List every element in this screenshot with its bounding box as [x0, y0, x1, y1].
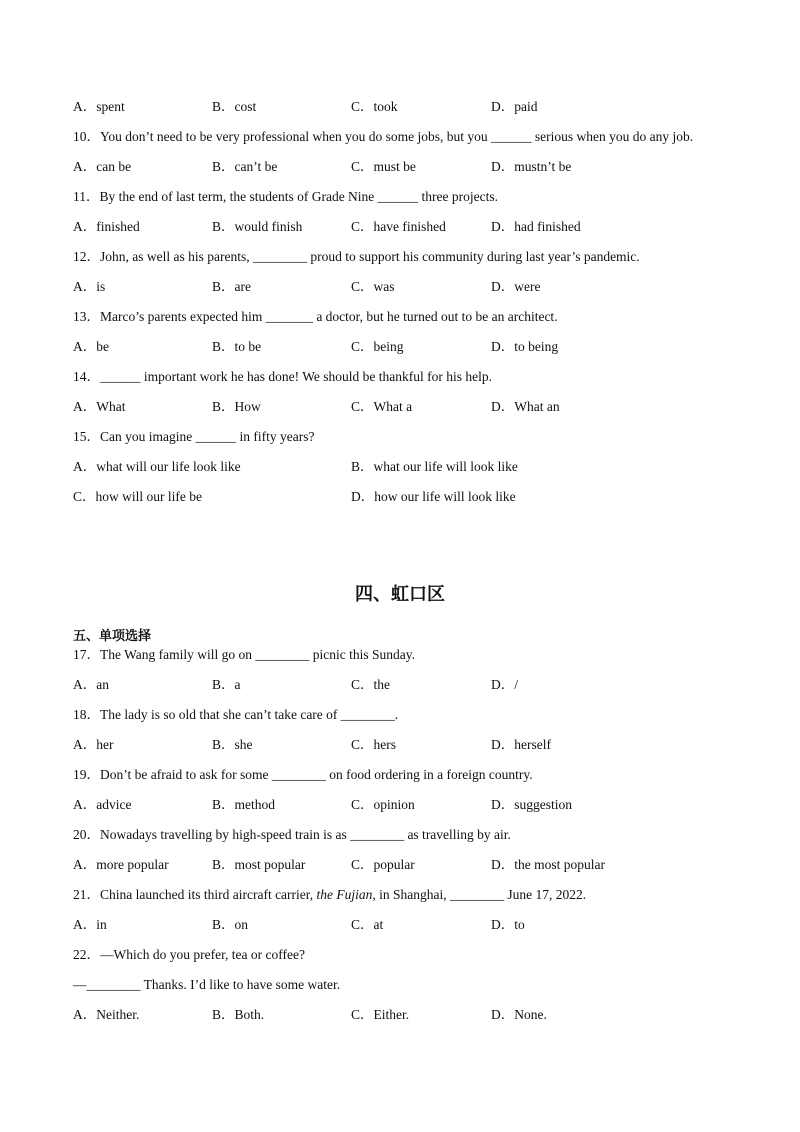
q19-option-c: C．opinion [351, 797, 415, 812]
q22-option-d: D．None. [491, 1007, 547, 1022]
section-title: 四、虹口区 [355, 584, 445, 605]
q9-option-d: D．paid [491, 99, 538, 114]
q12-option-d: D．were [491, 279, 541, 294]
q10-option-c: C．must be [351, 159, 416, 174]
q13-option-a: A．be [73, 339, 109, 354]
q20-question: 20．Nowadays travelling by high-speed train is as ________ as travelling by air. [73, 827, 511, 842]
q14-question: 14．______ important work he has done! We should be thankful for his help. [73, 369, 492, 384]
q19-option-a: A．advice [73, 797, 132, 812]
q18-question: 18．The lady is so old that she can’t take care of ________. [73, 707, 399, 722]
q21-option-b: B．on [212, 917, 249, 932]
q20-option-d: D．the most popular [491, 857, 605, 872]
q13-option-b: B．to be [212, 339, 262, 354]
q18-option-c: C．hers [351, 737, 396, 752]
q11-question: 11．By the end of last term, the students of Grade Nine ______ three projects. [73, 189, 499, 204]
q10-option-b: B．can’t be [212, 159, 278, 174]
q10-option-d: D．mustn’t be [491, 159, 572, 174]
subsection-title: 五、单项选择 [73, 629, 152, 644]
q22-option-a: A．Neither. [73, 1007, 140, 1022]
q14-option-b: B．How [212, 399, 261, 414]
q17-option-d: D．/ [491, 677, 518, 692]
q17-option-a: A．an [73, 677, 109, 692]
q21-option-c: C．at [351, 917, 384, 932]
q9-option-b: B．cost [212, 99, 257, 114]
q17-option-c: C．the [351, 677, 390, 692]
q22-reply: —________ Thanks. I’d like to have some water. [73, 977, 341, 992]
q18-option-b: B．she [212, 737, 253, 752]
q13-question: 13．Marco’s parents expected him _______ a doctor, but he turned out to be an architect. [73, 309, 558, 324]
q18-option-a: A．her [73, 737, 114, 752]
q15-option-b: B．what our life will look like [351, 459, 518, 474]
q14-option-a: A．What [73, 399, 126, 414]
q11-option-b: B．would finish [212, 219, 303, 234]
q10-option-a: A．can be [73, 159, 132, 174]
q21-option-a: A．in [73, 917, 107, 932]
q10-question: 10．You don’t need to be very professional when you do some jobs, but you ______ serious when you do any job. [73, 129, 694, 144]
q21-text-before: 21．China launched its third aircraft carrier, [73, 887, 317, 902]
q20-option-c: C．popular [351, 857, 415, 872]
q12-option-a: A．is [73, 279, 106, 294]
q22-question: 22．—Which do you prefer, tea or coffee? [73, 947, 305, 962]
q21-question [73, 886, 586, 904]
q21-text-after: , in Shanghai, ________ June 17, 2022. [372, 887, 587, 902]
q14-option-c: C．What a [351, 399, 413, 414]
q22-option-c: C．Either. [351, 1007, 410, 1022]
q11-option-a: A．finished [73, 219, 140, 234]
q9-option-c: C．took [351, 99, 398, 114]
q13-option-c: C．being [351, 339, 404, 354]
q17-option-b: B．a [212, 677, 241, 692]
q15-option-c: C．how will our life be [73, 489, 202, 504]
q11-option-d: D．had finished [491, 219, 581, 234]
q21-option-d: D．to [491, 917, 525, 932]
q14-option-d: D．What an [491, 399, 560, 414]
q11-option-c: C．have finished [351, 219, 446, 234]
q9-option-a: A．spent [73, 99, 125, 114]
q22-option-b: B．Both. [212, 1007, 265, 1022]
q17-question: 17．The Wang family will go on ________ picnic this Sunday. [73, 647, 416, 662]
q12-option-c: C．was [351, 279, 395, 294]
q18-option-d: D．herself [491, 737, 551, 752]
q13-option-d: D．to being [491, 339, 559, 354]
q15-option-d: D．how our life will look like [351, 489, 516, 504]
q15-question: 15．Can you imagine ______ in fifty years? [73, 429, 315, 444]
q20-option-a: A．more popular [73, 857, 169, 872]
q12-option-b: B．are [212, 279, 251, 294]
q19-option-b: B．method [212, 797, 275, 812]
q19-option-d: D．suggestion [491, 797, 572, 812]
q21-ship-name: the Fujian [316, 887, 373, 902]
q20-option-b: B．most popular [212, 857, 306, 872]
q12-question: 12．John, as well as his parents, ________ proud to support his community during last year’s pandemic. [73, 249, 640, 264]
q19-question: 19．Don’t be afraid to ask for some ________ on food ordering in a foreign country. [73, 767, 533, 782]
q15-option-a: A．what will our life look like [73, 459, 241, 474]
